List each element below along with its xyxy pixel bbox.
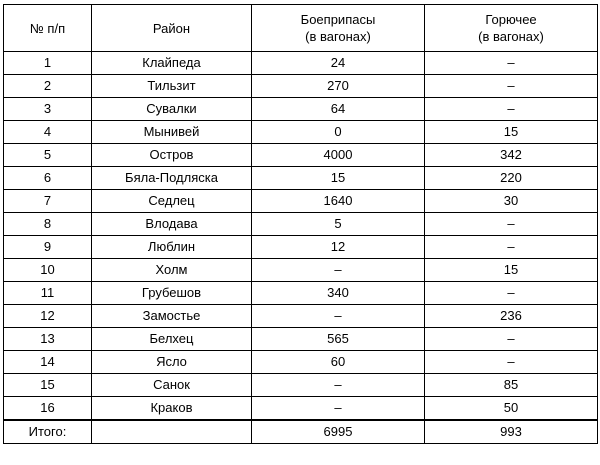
cell-fuel: – <box>425 351 598 374</box>
cell-ammunition: – <box>252 305 425 328</box>
table-row <box>4 397 598 421</box>
cell-fuel: 15 <box>425 121 598 144</box>
cell-number: 11 <box>4 282 92 305</box>
column-header-number-line1: № п/п <box>29 20 66 36</box>
cell-ammunition: 24 <box>252 52 425 75</box>
cell-ammunition: 12 <box>252 236 425 259</box>
cell-number: 3 <box>4 98 92 121</box>
table-row <box>4 328 598 351</box>
table-row <box>4 167 598 190</box>
cell-area: Ясло <box>92 351 252 374</box>
table-row <box>4 121 598 144</box>
cell-ammunition: 1640 <box>252 190 425 213</box>
cell-number: 2 <box>4 75 92 98</box>
cell-area: Люблин <box>92 236 252 259</box>
cell-area: Бяла-Подляска <box>92 167 252 190</box>
cell-ammunition: 64 <box>252 98 425 121</box>
cell-fuel: – <box>425 282 598 305</box>
cell-fuel: – <box>425 52 598 75</box>
supply-table <box>3 4 598 444</box>
total-area-blank <box>92 420 252 444</box>
cell-fuel: – <box>425 236 598 259</box>
cell-area: Сувалки <box>92 98 252 121</box>
cell-area: Клайпеда <box>92 52 252 75</box>
cell-ammunition: 15 <box>252 167 425 190</box>
cell-number: 7 <box>4 190 92 213</box>
table-row <box>4 259 598 282</box>
cell-area: Краков <box>92 397 252 421</box>
column-header-ammunition-line2: (в вагонах) <box>305 29 371 44</box>
column-header-fuel-line1: Горючее <box>485 12 537 27</box>
table-header-row <box>4 5 598 52</box>
cell-number: 12 <box>4 305 92 328</box>
cell-fuel: – <box>425 75 598 98</box>
cell-area: Холм <box>92 259 252 282</box>
cell-fuel: 30 <box>425 190 598 213</box>
cell-area: Остров <box>92 144 252 167</box>
cell-number: 9 <box>4 236 92 259</box>
cell-fuel: 220 <box>425 167 598 190</box>
table-row <box>4 75 598 98</box>
cell-ammunition: 5 <box>252 213 425 236</box>
table-row <box>4 305 598 328</box>
table-row <box>4 213 598 236</box>
cell-number: 13 <box>4 328 92 351</box>
total-fuel: 993 <box>425 420 598 444</box>
cell-area: Замостье <box>92 305 252 328</box>
column-header-area-line1: Район <box>152 20 191 36</box>
table-row <box>4 144 598 167</box>
table-row <box>4 351 598 374</box>
table-row <box>4 374 598 397</box>
cell-area: Тильзит <box>92 75 252 98</box>
total-ammunition: 6995 <box>252 420 425 444</box>
cell-ammunition: – <box>252 259 425 282</box>
cell-number: 8 <box>4 213 92 236</box>
cell-fuel: – <box>425 328 598 351</box>
table-row <box>4 236 598 259</box>
cell-ammunition: 0 <box>252 121 425 144</box>
cell-number: 4 <box>4 121 92 144</box>
cell-ammunition: 340 <box>252 282 425 305</box>
table-header <box>4 5 598 52</box>
cell-fuel: – <box>425 213 598 236</box>
cell-number: 5 <box>4 144 92 167</box>
column-header-ammunition <box>252 5 425 52</box>
column-header-number <box>4 5 92 52</box>
table-body <box>4 52 598 444</box>
column-header-ammunition-line1: Боеприпасы <box>300 12 376 27</box>
cell-ammunition: 565 <box>252 328 425 351</box>
cell-area: Мынивей <box>92 121 252 144</box>
cell-fuel: 85 <box>425 374 598 397</box>
cell-fuel: – <box>425 98 598 121</box>
cell-ammunition: – <box>252 374 425 397</box>
total-label: Итого: <box>4 420 92 444</box>
table-row <box>4 282 598 305</box>
cell-fuel: 342 <box>425 144 598 167</box>
column-header-fuel <box>425 5 598 52</box>
cell-area: Санок <box>92 374 252 397</box>
cell-ammunition: 4000 <box>252 144 425 167</box>
column-header-fuel-line2: (в вагонах) <box>478 29 544 44</box>
cell-area: Белхец <box>92 328 252 351</box>
column-header-area <box>92 5 252 52</box>
table-row <box>4 52 598 75</box>
cell-ammunition: 270 <box>252 75 425 98</box>
cell-ammunition: – <box>252 397 425 421</box>
cell-number: 6 <box>4 167 92 190</box>
cell-number: 15 <box>4 374 92 397</box>
cell-number: 16 <box>4 397 92 421</box>
table-row <box>4 190 598 213</box>
cell-area: Грубешов <box>92 282 252 305</box>
table-total-row <box>4 420 598 444</box>
cell-number: 14 <box>4 351 92 374</box>
cell-ammunition: 60 <box>252 351 425 374</box>
cell-fuel: 15 <box>425 259 598 282</box>
cell-number: 10 <box>4 259 92 282</box>
cell-fuel: 236 <box>425 305 598 328</box>
cell-number: 1 <box>4 52 92 75</box>
cell-fuel: 50 <box>425 397 598 421</box>
cell-area: Седлец <box>92 190 252 213</box>
cell-area: Влодава <box>92 213 252 236</box>
table-row <box>4 98 598 121</box>
